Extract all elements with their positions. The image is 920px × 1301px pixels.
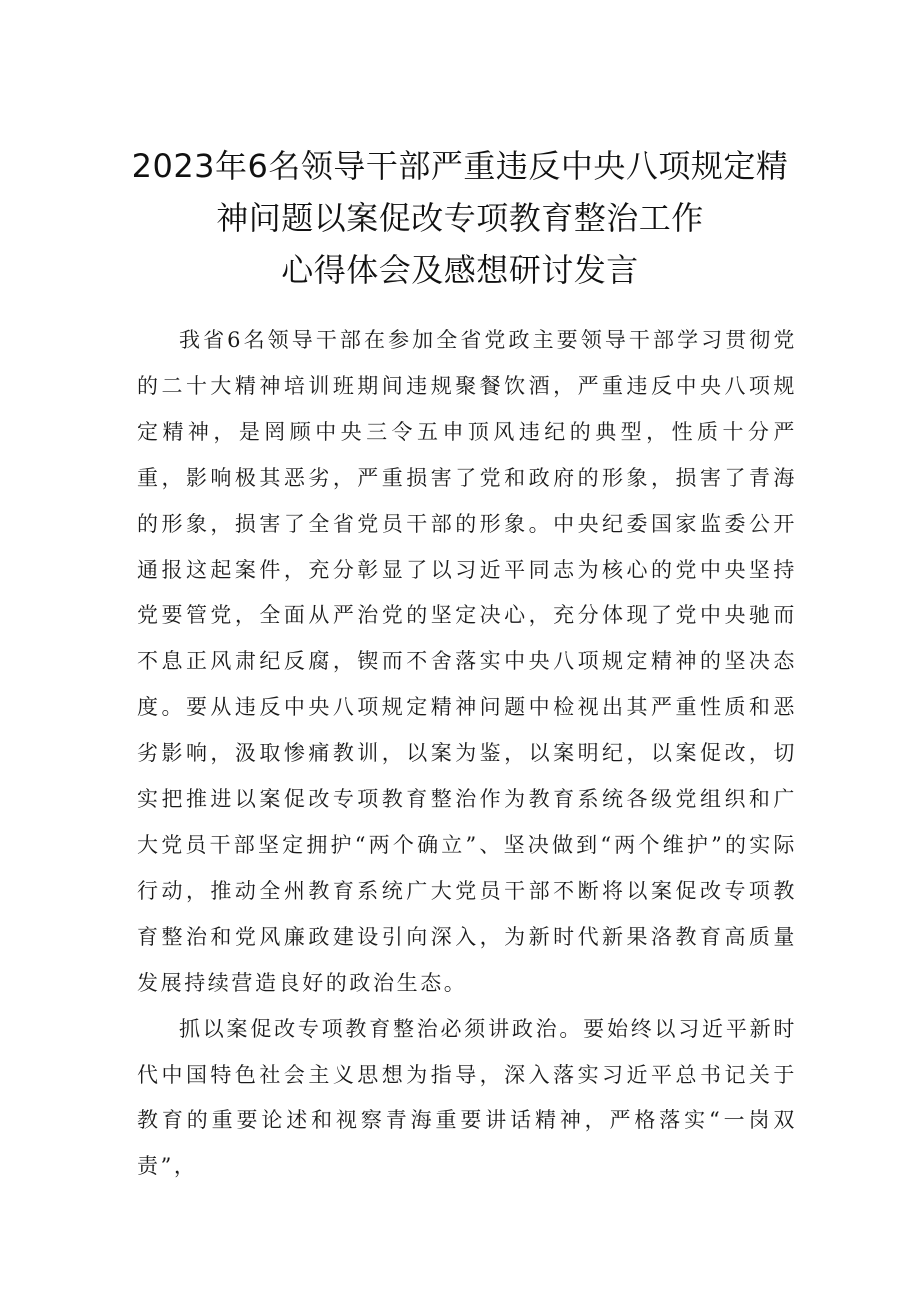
title-line-2: 神问题以案促改专项教育整治工作 — [216, 199, 704, 237]
title-line-3: 心得体会及感想研讨发言 — [281, 251, 639, 289]
paragraph-1: 我省6名领导干部在参加全省党政主要领导干部学习贯彻党的二十大精神培训班期间违规聚餐饮酒，严重违反中央八项规定精神，是罔顾中央三令五申顶风违纪的典型，性质十分严重，影响极其恶劣，严重损害了党和政府的形象，损害了青海的形象，损害了全省党员干部的形象。中央纪委国家监委公开通报这起案件，充分彰显了以习近平同志为核心的党中央坚持党要管党，全面从严治党的坚定决心，充分体现了党中央驰而不息正风肃纪反腐，锲而不舍落实中央八项规定精神的坚决态度。要从违反中央八项规定精神问题中检视出其严重性质和恶劣影响，汲取惨痛教训，以案为鉴，以案明纪，以案促改，切实把推进以案促改专项教育整治作为教育系统各级党组织和广大党员干部坚定拥护“两个确立”、坚决做到“两个维护”的实际行动，推动全州教育系统广大党员干部不断将以案促改专项教育整治和党风廉政建设引向深入，为新时代新果洛教育高质量发展持续营造良好的政治生态。 — [137, 328, 797, 995]
paragraph-2: 抓以案促改专项教育整治必须讲政治。要始终以习近平新时代中国特色社会主义思想为指导，深入落实习近平总书记关于教育的重要论述和视察青海重要讲话精神，严格落实“一岗双责”， — [137, 1016, 797, 1179]
title-line-1: 2023年6名领导干部严重违反中央八项规定精 — [131, 147, 789, 185]
document-title — [100, 140, 820, 296]
document-body — [137, 318, 797, 1190]
